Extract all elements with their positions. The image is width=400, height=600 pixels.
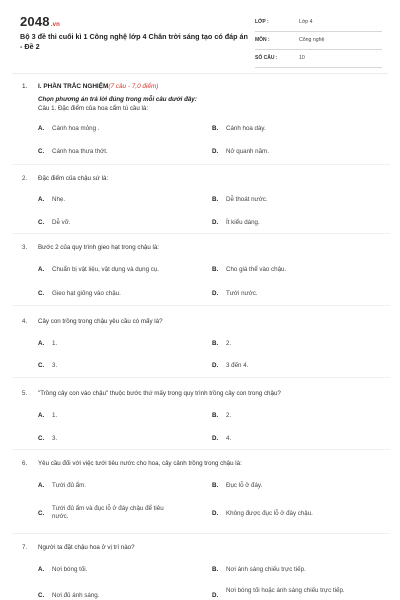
option-text: 2. <box>226 340 232 347</box>
option-letter: C. <box>38 219 45 226</box>
question-text: Người ta đặt chậu hoa ở vị trí nào? <box>38 544 135 551</box>
question-number: 5. <box>22 390 28 397</box>
option-text: Nơi đủ ánh sáng. <box>52 592 100 599</box>
option-text: Nơi ánh sáng chiếu trực tiếp. <box>226 566 306 573</box>
meta-label: MÔN : <box>255 37 270 43</box>
option-letter: A. <box>38 482 45 489</box>
section-instruction: Chọn phương án trả lời đúng trong mỗi câu dưới đây: <box>38 96 197 103</box>
option-letter: A. <box>38 412 45 419</box>
option-text: 3. <box>52 435 58 442</box>
meta-info <box>255 16 382 70</box>
question-divider <box>12 233 390 234</box>
section-heading: I. PHẦN TRẮC NGHIỆM <box>38 83 109 90</box>
question-divider <box>12 164 390 165</box>
meta-value: 10 <box>299 55 305 61</box>
question-text: Yêu cầu đối với việc tưới tiêu nước cho hoa, cây cảnh trồng trong chậu là: <box>38 460 242 467</box>
option-letter: D. <box>212 148 219 155</box>
option-text: Dễ vỡ. <box>52 219 71 226</box>
question-number: 3. <box>22 244 28 251</box>
question-text: Cây con trồng trong chậu yêu cầu có mấy lá? <box>38 318 163 325</box>
option-letter: B. <box>212 125 219 132</box>
option-text: Nơi bóng tối hoặc ánh sáng chiếu trực tiếp. <box>226 587 345 594</box>
option-text: Ít kiểu dáng. <box>226 219 260 226</box>
option-letter: B. <box>212 566 219 573</box>
option-text: Không được đục lỗ ở đáy chậu. <box>226 510 313 517</box>
meta-value: Lớp 4 <box>299 19 313 25</box>
section-points: (7 câu - 7,0 điểm) <box>108 83 159 90</box>
logo-suffix: .vn <box>50 22 61 28</box>
question-number: 7. <box>22 544 28 551</box>
option-text: Cánh hoa thưa thớt. <box>52 148 108 155</box>
question-number: 6. <box>22 460 28 467</box>
option-letter: A. <box>38 196 45 203</box>
question-divider <box>12 449 390 450</box>
option-text: Gieo hạt giống vào chậu. <box>52 290 121 297</box>
meta-label: LỚP : <box>255 19 269 25</box>
option-text: 3 đến 4. <box>226 362 249 369</box>
option-letter: D. <box>212 592 219 599</box>
option-letter: A. <box>38 125 45 132</box>
option-letter: A. <box>38 566 45 573</box>
option-letter: C. <box>38 148 45 155</box>
site-logo[interactable] <box>20 14 60 29</box>
option-letter: A. <box>38 340 45 347</box>
option-text: Cho giá thể vào chậu. <box>226 266 287 273</box>
header-divider <box>12 73 388 74</box>
option-letter: C. <box>38 510 45 517</box>
question-number: 2. <box>22 175 28 182</box>
question-divider <box>12 533 390 534</box>
question-number: 4. <box>22 318 28 325</box>
option-text: Cánh hoa dày. <box>226 125 266 132</box>
option-text: 1. <box>52 412 58 419</box>
option-text: 3. <box>52 362 58 369</box>
document-title: Bộ 3 đề thi cuối kì 1 Công nghệ lớp 4 Chân trời sáng tạo có đáp án - Đề 2 <box>20 32 248 51</box>
option-letter: A. <box>38 266 45 273</box>
meta-row-subject <box>255 34 382 50</box>
question-text: Đặc điểm của chậu sứ là: <box>38 175 109 182</box>
meta-value: Công nghệ <box>299 37 325 43</box>
option-letter: D. <box>212 510 219 517</box>
option-letter: D. <box>212 290 219 297</box>
option-letter: B. <box>212 412 219 419</box>
meta-row-grade <box>255 16 382 32</box>
option-text: 2. <box>226 412 232 419</box>
question-divider <box>12 377 390 378</box>
option-letter: C. <box>38 362 45 369</box>
option-letter: D. <box>212 219 219 226</box>
document-header <box>20 14 382 66</box>
option-text: Nhẹ. <box>52 196 66 203</box>
option-letter: B. <box>212 266 219 273</box>
section-number: 1. <box>22 83 28 90</box>
option-text: Tưới nước. <box>226 290 258 297</box>
option-text: Tưới đủ ẩm và đục lỗ ở đáy chậu để tiêu nước. <box>52 505 164 520</box>
option-text: Nơi bóng tối. <box>52 566 88 573</box>
question-divider <box>12 305 390 306</box>
option-text: 1. <box>52 340 58 347</box>
option-text: Cánh hoa mỏng . <box>52 125 100 132</box>
option-letter: D. <box>212 362 219 369</box>
option-text: Tưới đủ ẩm. <box>52 482 86 489</box>
meta-label: SỐ CÂU : <box>255 55 278 61</box>
option-letter: B. <box>212 196 219 203</box>
option-letter: B. <box>212 340 219 347</box>
option-letter: B. <box>212 482 219 489</box>
option-text: Chuẩn bị vật liệu, vật dụng và dụng cụ. <box>52 266 159 273</box>
option-text: Đục lỗ ở đáy. <box>226 482 263 489</box>
meta-row-count <box>255 52 382 68</box>
question-text: Câu 1. Đặc điểm của hoa cẩm tú cầu là: <box>38 105 149 112</box>
option-text: Dễ thoát nước. <box>226 196 268 203</box>
question-text: Bước 2 của quy trình gieo hạt trong chậu là: <box>38 244 160 251</box>
question-text: "Trồng cây con vào chậu" thuộc bước thứ mấy trong quy trình trồng cây con trong chậu? <box>38 390 281 397</box>
option-letter: C. <box>38 435 45 442</box>
option-letter: C. <box>38 290 45 297</box>
option-letter: D. <box>212 435 219 442</box>
logo-main: 2048 <box>20 14 50 29</box>
option-text: Nở quanh năm. <box>226 148 269 155</box>
option-text: 4. <box>226 435 232 442</box>
option-letter: C. <box>38 592 45 599</box>
